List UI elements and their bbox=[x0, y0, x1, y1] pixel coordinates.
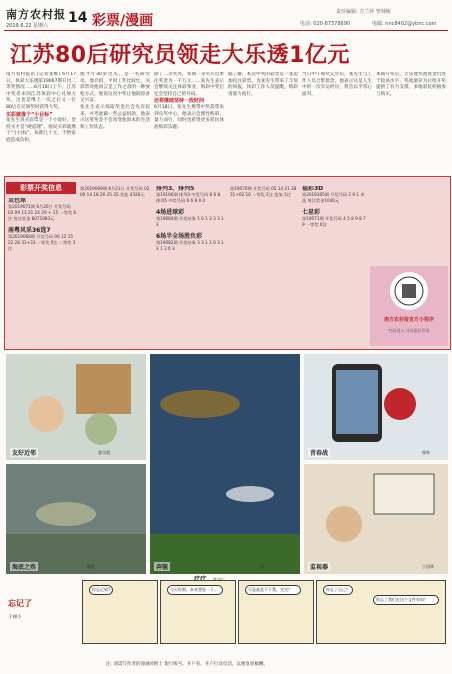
article-subhead: 买彩就像个“小目标” bbox=[6, 111, 53, 118]
cartoon-author: 廖林 bbox=[422, 450, 430, 455]
article-column-4 bbox=[228, 72, 298, 172]
cartoon-caption: 青春战 bbox=[310, 450, 329, 457]
speech-bubble: 你忘了我们在这个文件有吗？ bbox=[373, 595, 439, 605]
lottery-box-title: 彩票开奖信息 bbox=[6, 182, 76, 194]
strip-panel-3 bbox=[238, 580, 314, 644]
editor-credit: 责任编辑: 方兰萍 曾林彬 bbox=[336, 9, 391, 15]
strip-panel-4 bbox=[316, 580, 446, 644]
lottery-game-info: 第19070期 开奖号码 05 14 21 28 31+02 10 一等奖 2注 追加 1注 bbox=[230, 186, 297, 197]
speech-bubble: 今天你那，本来想说一下。 bbox=[167, 585, 223, 595]
issue-date: 2019.6.22 星期六 bbox=[6, 23, 49, 29]
ad-title: 南方农村报官方小程序 bbox=[383, 317, 434, 323]
lottery-column-1 bbox=[8, 198, 76, 358]
article-paragraph: 他今年30岁出头，是一名研究员。他介绍，平时工作比较忙，买彩票对他而言是工作之余的一种放松方式。他说这次中奖让他既惊喜又兴奋。 bbox=[80, 72, 150, 104]
lottery-column-2 bbox=[80, 186, 150, 346]
lottery-game-title: 双色球 bbox=[8, 198, 27, 204]
cartoon-author: 曹凤强 bbox=[98, 450, 110, 455]
cartoon-author: 于国林 bbox=[422, 564, 434, 569]
article-paragraph: 6月18日，张先生携带中奖彩票来到兑奖中心，他表示会理性购彩，量力而行，同时也希望更多彩民体验购彩乐趣。 bbox=[154, 104, 224, 130]
header-divider bbox=[4, 30, 448, 31]
cartoon-ocean-damage bbox=[6, 464, 146, 574]
lottery-game-title: 排列3、排列5 bbox=[156, 186, 195, 192]
qr-code-icon bbox=[390, 272, 428, 310]
lottery-game-title: 6场半全场胜负彩 bbox=[156, 233, 203, 240]
lottery-game-title: 福彩3D bbox=[302, 186, 324, 192]
lottery-game-info: 第19166期 排列3 中奖号码 6 6 8 排列5 中奖号码 6 6 8 0 4 bbox=[156, 192, 221, 203]
lottery-game-info: 第2019165期 开奖号码 2 9 1 单选 每注奖金1040元 bbox=[302, 192, 365, 203]
speech-bubble: 你忘了自己？ bbox=[323, 585, 353, 595]
main-headline: 江苏80后研究员领走大乐透1亿元 bbox=[10, 43, 350, 68]
lottery-game-info: 第2019071期 6月20日 开奖号码 03 09 13 21 24 29 + 15 一等奖 6注 每注奖金 8071983元 bbox=[8, 204, 76, 221]
article-paragraph: 除了二等奖外，本期一等奖开出单注奖金为一千万元……张先生表示会继续关注体彩事业，购彩中奖后还会坚持自己的号码。 bbox=[154, 72, 224, 97]
article-paragraph: 当日中午领奖完毕后，张先生与工作人员合影留念。他表示这是人生中的一次幸运经历，将会以平常心面对。 bbox=[302, 72, 372, 97]
section-title: 彩票/漫画 bbox=[92, 13, 154, 29]
cartoon-youth-battle bbox=[304, 354, 448, 460]
article-column-2 bbox=[80, 72, 150, 172]
editor-phone: 电话: 020-87378690 bbox=[300, 21, 351, 27]
cartoon-speeding bbox=[150, 354, 300, 574]
strip-author: 王丽小 bbox=[8, 615, 22, 620]
cartoon-surveillance bbox=[304, 464, 448, 574]
cartoon-caption: 友好近邻 bbox=[12, 450, 37, 457]
lottery-game-title: 七星彩 bbox=[302, 209, 321, 216]
cartoon-caption: 海底之殇 bbox=[12, 564, 37, 571]
article-column-1 bbox=[6, 72, 76, 172]
lottery-game-info: 第19084期 开奖结果 1 0 1 3 3 3 1 3 bbox=[156, 216, 224, 227]
lottery-game-info: 第19071期 开奖号码 4 5 8 9 8 7 9 一等奖 0注 bbox=[302, 216, 366, 227]
lottery-column-3 bbox=[156, 186, 224, 346]
lottery-game-info: 第2019069期 6月21日 开奖号码 02 09 14 18 20 25 35 奖池 4326元 bbox=[80, 186, 150, 197]
cartoon-caption: 奔驰 bbox=[156, 564, 169, 571]
lottery-game-info: 第19082期 开奖结果 3 3 1 1 0 3 1 3 1 3 0 3 bbox=[156, 240, 224, 251]
page-number: 14 bbox=[68, 10, 88, 26]
speech-bubble: 你忘记啥? bbox=[89, 585, 113, 595]
cartoon-author: 张同 bbox=[86, 564, 94, 569]
speech-bubble: 可是就是不下我，完完？ bbox=[245, 585, 301, 595]
newspaper-name: 南方农村报 bbox=[6, 8, 66, 21]
article-paragraph: 张先生表示领取奖金后会先存起来，并考虑做一些公益捐款，他表示这笔奖金不会改变他原本的生活和工作状态。 bbox=[80, 104, 150, 130]
strip-title: 忘记了 bbox=[8, 599, 32, 608]
ad-subtitle: 扫码进入 开启惠民资讯 bbox=[388, 328, 430, 333]
article-paragraph: 本期开奖后，大乐透奖池资金仍处于较高水平，奖池滚存为后续开奖提供了有力支撑，多地彩民积极参与购买。 bbox=[376, 72, 446, 97]
lottery-column-5 bbox=[302, 186, 368, 346]
cartoon-author: 刘 bbox=[260, 564, 264, 569]
article-column-6 bbox=[376, 72, 446, 172]
editor-email: 电邮: nnc8402@ybnc.com bbox=[372, 21, 437, 27]
lottery-game-title: 南粤风采36选7 bbox=[8, 227, 51, 234]
article-column-5 bbox=[302, 72, 372, 172]
footer-note: 注: 请需写作者的漫画时附上 银行账号、开户名、开户行及电话，以便发放稿酬。 bbox=[106, 662, 268, 667]
article-paragraph: 南方农村报讯 [记者张维] 6月17日，体彩大乐透第19067期开出二等奖情况……6月18日上午，江苏中奖者来到江苏体彩中心兑领大奖。这也是继上一次之后又一位80后在兑领奖时获得大奖。 bbox=[6, 72, 76, 110]
page-header bbox=[0, 0, 452, 30]
strip-panel-2 bbox=[160, 580, 236, 644]
article-column-3 bbox=[154, 72, 224, 172]
cartoon-caption: 监视器 bbox=[310, 564, 329, 571]
article-paragraph: 据了解，本次中奖的彩票是一张追加投注彩票，为张先生带来了丰厚的回报。体彩工作人员提醒，购彩请量力而行。 bbox=[228, 72, 298, 97]
lottery-game-title: 4场进球彩 bbox=[156, 209, 185, 216]
cartoon-friendly-neighbors bbox=[6, 354, 146, 460]
lottery-column-4 bbox=[230, 186, 298, 346]
lottery-game-info: 第2019068期 开奖号码 06 12 15 22 26 31+33 一等奖 0注 二等奖 3注 bbox=[8, 234, 76, 251]
strip-panel-1 bbox=[82, 580, 158, 644]
article-subhead: 还将继续坚持一段时间 bbox=[154, 98, 205, 105]
mini-program-ad[interactable] bbox=[370, 266, 448, 346]
article-paragraph: 张先生说买彩票是一个小爱好，坚持买才是“硬道理”。他说买彩就像个“小目标”，每期几十元，不给家庭造成负担。 bbox=[6, 118, 76, 143]
